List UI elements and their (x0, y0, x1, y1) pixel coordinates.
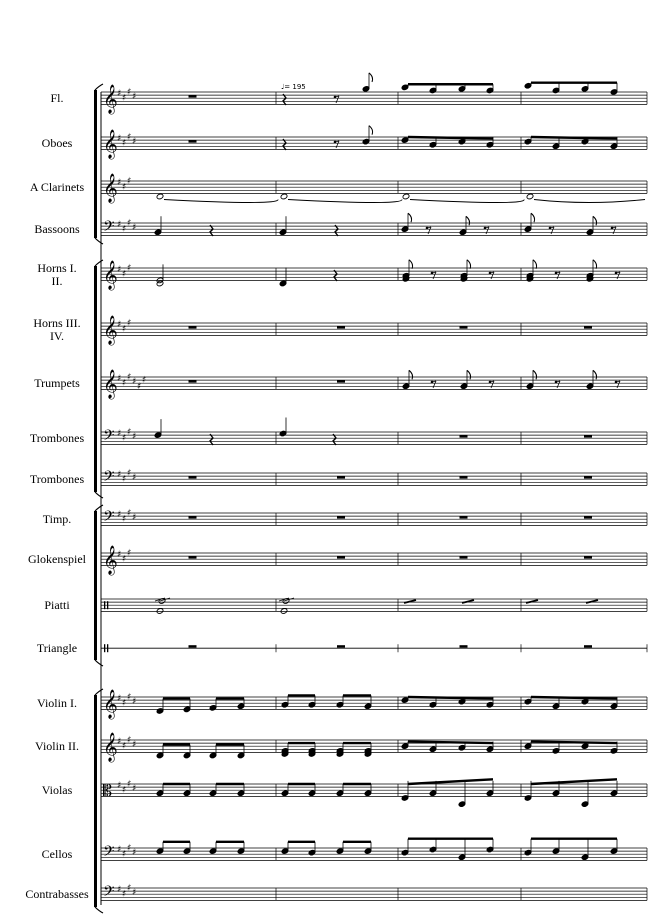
eighth-rest (433, 381, 436, 388)
sharp-sign: ♯ (117, 320, 122, 330)
sharp-sign: ♯ (127, 883, 132, 894)
sharp-sign: ♯ (132, 223, 137, 234)
whole-rest (460, 516, 468, 519)
sharp-sign: ♯ (132, 513, 137, 524)
alto-clef: 𝄡 (103, 781, 112, 800)
sharp-sign: ♯ (117, 134, 122, 144)
sharp-sign: ♯ (127, 87, 132, 98)
quarter-rest (334, 270, 337, 281)
note-flag (369, 126, 373, 135)
treble-clef: 𝄞 (103, 315, 118, 344)
quarter-rest (283, 94, 286, 105)
staff-violas (101, 779, 647, 807)
sharp-sign: ♯ (122, 324, 127, 335)
group-bracket (94, 90, 97, 238)
cymbal-note (586, 600, 598, 603)
quarter-rest (333, 434, 336, 445)
cymbal-note (156, 608, 164, 615)
staff-a-clarinets (101, 173, 647, 203)
staff-cellos (101, 839, 647, 864)
instrument-label-a-clarinets: A Clarinets (29, 180, 85, 195)
sharp-sign: ♯ (122, 224, 127, 235)
tie (534, 200, 645, 203)
bass-clef: 𝄢 (103, 468, 115, 489)
sharp-sign: ♯ (117, 885, 122, 895)
note-beam (408, 137, 493, 139)
sharp-sign: ♯ (117, 178, 122, 188)
instrument-label-horns-1-2-line1: Horns I. (37, 261, 77, 276)
sharp-sign: ♯ (127, 548, 132, 559)
sharp-sign: ♯ (117, 550, 122, 560)
instrument-label-horns-3-4-line2: IV. (49, 329, 65, 344)
sharp-sign: ♯ (117, 265, 122, 275)
instrument-label-flute: Fl. (50, 91, 64, 106)
eighth-rest (336, 141, 339, 148)
staff-trombones-2 (101, 468, 647, 489)
whole-rest (337, 516, 345, 519)
bracket-hook (95, 907, 103, 913)
sharp-sign: ♯ (127, 427, 132, 438)
sharp-sign: ♯ (122, 554, 127, 565)
percussion-clef (107, 644, 108, 652)
sharp-sign: ♯ (122, 741, 127, 752)
tie (164, 200, 278, 203)
eighth-rest (617, 272, 620, 279)
treble-clef: 𝄞 (103, 84, 118, 113)
group-bracket (94, 695, 97, 907)
treble-clef: 𝄞 (103, 173, 118, 202)
bass-clef: 𝄢 (103, 218, 115, 239)
note-flag (593, 370, 597, 379)
instrument-label-trumpets: Trumpets (34, 376, 80, 391)
staff-piatti (101, 598, 647, 615)
tied-note (526, 193, 534, 200)
eighth-rest (613, 227, 616, 234)
instrument-label-horns-3-4-line1: Horns III. (33, 316, 81, 331)
whole-rest (189, 556, 197, 559)
sharp-sign: ♯ (117, 737, 122, 747)
staff-trombones-1 (101, 418, 647, 448)
bracket-hook (95, 84, 103, 90)
whole-rest (189, 326, 197, 329)
cymbal-note (526, 600, 538, 603)
bracket-hook (95, 689, 103, 695)
cymbal-note (280, 608, 288, 615)
staff-oboes (101, 126, 647, 159)
sharp-sign: ♯ (117, 374, 122, 384)
sharp-sign: ♯ (132, 473, 137, 484)
bass-clef: 𝄢 (103, 427, 115, 448)
sharp-sign: ♯ (132, 888, 137, 899)
sharp-sign: ♯ (117, 470, 122, 480)
eighth-rest (433, 272, 436, 279)
instrument-label-violin-1: Violin I. (37, 696, 77, 711)
instrument-label-cellos: Cellos (41, 847, 73, 862)
eighth-rest (557, 272, 560, 279)
sharp-sign: ♯ (122, 182, 127, 193)
whole-rest (584, 556, 592, 559)
whole-rest (460, 476, 468, 479)
whole-rest (584, 435, 592, 438)
eighth-rest (491, 272, 494, 279)
sharp-sign: ♯ (122, 269, 127, 280)
staff-bassoons (101, 213, 647, 239)
sharp-sign: ♯ (122, 474, 127, 485)
quarter-rest (210, 434, 213, 445)
sharp-sign: ♯ (127, 218, 132, 229)
sharp-sign: ♯ (142, 375, 147, 386)
sharp-sign: ♯ (127, 263, 132, 274)
treble-clef: 𝄞 (103, 260, 118, 289)
eighth-rest (491, 381, 494, 388)
whole-rest (337, 476, 345, 479)
note-beam (531, 742, 617, 744)
quarter-rest (335, 225, 338, 236)
whole-rest (337, 645, 345, 648)
note-flag (593, 260, 597, 269)
staff-triangle (101, 644, 647, 652)
eighth-rest (428, 227, 431, 234)
whole-rest (189, 95, 197, 98)
staff-timpani (101, 508, 647, 529)
staff-violin-1 (101, 689, 647, 719)
note-beam (408, 779, 493, 784)
sharp-sign: ♯ (117, 220, 122, 230)
instrument-label-violas: Violas (41, 783, 73, 798)
whole-rest (337, 556, 345, 559)
sharp-sign: ♯ (127, 735, 132, 746)
bracket-hook (95, 505, 103, 511)
whole-rest (460, 326, 468, 329)
tie (410, 200, 524, 203)
percussion-clef (104, 601, 105, 609)
note-flag (533, 260, 537, 269)
whole-rest (337, 380, 345, 383)
staff-flute (101, 73, 647, 114)
instrument-label-oboes: Oboes (41, 136, 73, 151)
sharp-sign: ♯ (132, 377, 137, 388)
sharp-sign: ♯ (127, 132, 132, 143)
group-bracket (94, 511, 97, 660)
sharp-sign: ♯ (132, 848, 137, 859)
sharp-sign: ♯ (122, 889, 127, 900)
cymbal-note (462, 600, 474, 603)
bracket-hook (95, 492, 103, 498)
treble-clef: 𝄞 (103, 545, 118, 574)
instrument-label-triangle: Triangle (36, 641, 78, 656)
instrument-label-trombones-2: Trombones (29, 472, 85, 487)
quarter-rest (283, 139, 286, 150)
instrument-label-timpani: Timp. (42, 512, 72, 527)
sharp-sign: ♯ (132, 92, 137, 103)
note-flag (369, 73, 373, 82)
sharp-sign: ♯ (127, 318, 132, 329)
treble-clef: 𝄞 (103, 129, 118, 158)
note-flag (593, 216, 597, 225)
note-flag (467, 260, 471, 269)
note-beam (408, 697, 493, 699)
staff-glockenspiel (101, 545, 647, 575)
eighth-rest (551, 227, 554, 234)
tie (288, 200, 402, 203)
tempo-marking: ♩= 195 (281, 83, 306, 91)
note-flag (533, 370, 537, 379)
staff-violin-2 (101, 732, 647, 762)
staff-horns-3-4 (101, 315, 647, 345)
instrument-label-piatti: Piatti (44, 598, 70, 613)
sharp-sign: ♯ (127, 372, 132, 383)
bracket-hook (95, 660, 103, 666)
group-bracket (94, 266, 97, 492)
bass-clef: 𝄢 (103, 883, 115, 904)
sharp-sign: ♯ (122, 378, 127, 389)
bracket-hook (95, 238, 103, 244)
note-beam (408, 742, 493, 744)
sharp-sign: ♯ (122, 433, 127, 444)
whole-rest (189, 380, 197, 383)
sharp-sign: ♯ (122, 698, 127, 709)
staff-contrabasses (101, 883, 647, 904)
sharp-sign: ♯ (117, 781, 122, 791)
whole-rest (189, 140, 197, 143)
whole-rest (337, 326, 345, 329)
note-flag (409, 370, 413, 379)
sharp-sign: ♯ (127, 468, 132, 479)
system-brackets (94, 84, 103, 913)
eighth-rest (486, 227, 489, 234)
instrument-label-bassoons: Bassoons (34, 222, 80, 237)
note-flag (466, 216, 470, 225)
instrument-label-glockenspiel: Glokenspiel (28, 552, 86, 567)
whole-rest (460, 435, 468, 438)
sharp-sign: ♯ (132, 432, 137, 443)
sharp-sign: ♯ (117, 694, 122, 704)
whole-rest (189, 476, 197, 479)
note-beam (531, 779, 617, 784)
instrument-label-trombones-1: Trombones (29, 431, 85, 446)
sharp-sign: ♯ (117, 429, 122, 439)
cymbal-note (404, 600, 416, 603)
note-flag (531, 213, 535, 222)
tied-note (402, 193, 410, 200)
staff-trumpets (101, 369, 647, 399)
note-flag (408, 213, 412, 222)
tied-note (280, 193, 288, 200)
percussion-clef (104, 644, 105, 652)
eighth-rest (557, 381, 560, 388)
percussion-clef (107, 601, 108, 609)
tied-note (156, 193, 164, 200)
treble-clef: 𝄞 (103, 689, 118, 718)
instrument-label-contrabasses: Contrabasses (25, 887, 89, 902)
bass-clef: 𝄢 (103, 508, 115, 529)
sharp-sign: ♯ (137, 381, 142, 392)
sharp-sign: ♯ (127, 508, 132, 519)
whole-rest (584, 645, 592, 648)
whole-rest (189, 516, 197, 519)
bass-clef: 𝄢 (103, 843, 115, 864)
sharp-sign: ♯ (127, 176, 132, 187)
bracket-hook (95, 260, 103, 266)
sharp-sign: ♯ (132, 740, 137, 751)
eighth-rest (617, 381, 620, 388)
whole-rest (460, 645, 468, 648)
eighth-rest (336, 96, 339, 103)
sharp-sign: ♯ (117, 89, 122, 99)
sharp-sign: ♯ (117, 845, 122, 855)
note-beam (531, 697, 617, 699)
note-beam (531, 137, 617, 139)
sharp-sign: ♯ (132, 137, 137, 148)
staff-horns-1-2 (101, 260, 647, 290)
sharp-sign: ♯ (127, 843, 132, 854)
note-flag (409, 260, 413, 269)
sharp-sign: ♯ (122, 514, 127, 525)
note-flag (467, 370, 471, 379)
treble-clef: 𝄞 (103, 369, 118, 398)
sharp-sign: ♯ (132, 784, 137, 795)
sharp-sign: ♯ (122, 93, 127, 104)
instrument-label-violin-2: Violin II. (35, 739, 79, 754)
sharp-sign: ♯ (122, 849, 127, 860)
instrument-label-horns-1-2-line2: II. (51, 274, 63, 289)
sharp-sign: ♯ (117, 510, 122, 520)
whole-rest (584, 326, 592, 329)
quarter-rest (210, 225, 213, 236)
whole-rest (584, 476, 592, 479)
sharp-sign: ♯ (122, 785, 127, 796)
whole-rest (189, 645, 197, 648)
sharp-sign: ♯ (122, 138, 127, 149)
whole-rest (460, 556, 468, 559)
sharp-sign: ♯ (132, 697, 137, 708)
sharp-sign: ♯ (127, 692, 132, 703)
treble-clef: 𝄞 (103, 732, 118, 761)
sharp-sign: ♯ (127, 779, 132, 790)
whole-rest (584, 516, 592, 519)
